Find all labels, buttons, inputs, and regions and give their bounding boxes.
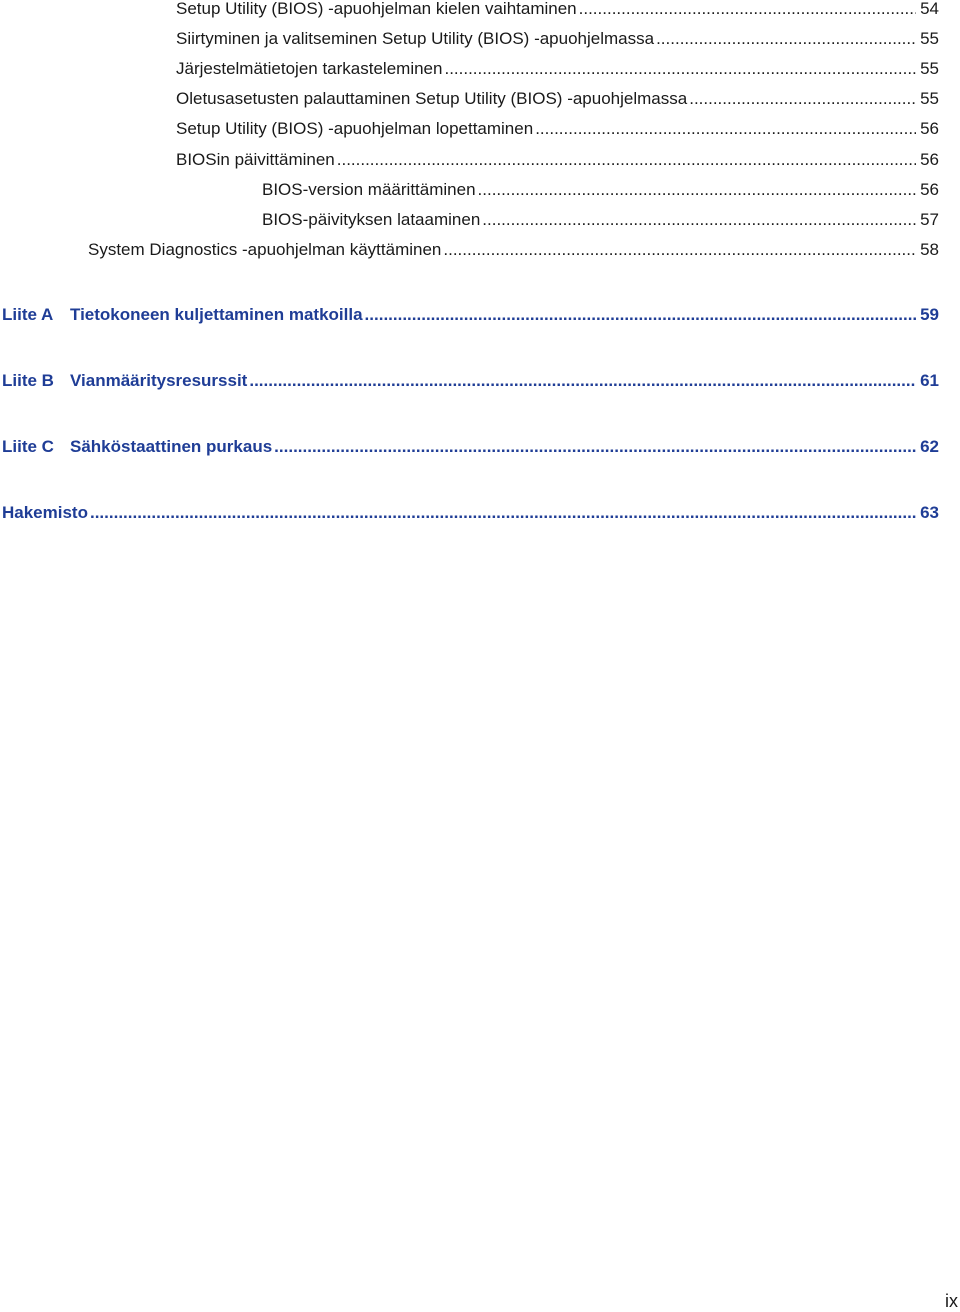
toc-entry-page: 56 [920,150,939,169]
toc-entry-page: 55 [920,29,939,48]
toc-entry[interactable] [262,180,939,200]
index-title: Hakemisto [2,503,88,522]
toc-entry-page: 56 [920,119,939,138]
toc-leader-dots [478,180,917,200]
toc-entry[interactable] [176,59,939,79]
toc-leader-dots [689,89,916,109]
toc-leader-dots [656,29,916,49]
toc-entry[interactable] [176,150,939,170]
toc-leader-dots [535,119,916,139]
appendix-page: 62 [920,437,939,456]
toc-leader-dots [482,210,916,230]
appendix-page: 59 [920,305,939,324]
toc-entry-page: 55 [920,59,939,78]
appendix-label: Liite A [2,305,54,324]
toc-entry-title: Oletusasetusten palauttaminen Setup Utility (BIOS) -apuohjelmassa [176,89,688,108]
appendix-title: Vianmääritysresurssit [70,371,248,390]
appendix-title: Tietokoneen kuljettaminen matkoilla [70,305,363,324]
toc-leader-dots [90,503,916,523]
toc-entry-title: Setup Utility (BIOS) -apuohjelman kielen vaihtaminen [176,0,577,18]
appendix-label: Liite B [2,371,54,390]
toc-leader-dots [579,0,916,19]
toc-index-entry[interactable] [2,503,939,523]
toc-entry-title: System Diagnostics -apuohjelman käyttäminen [88,240,442,259]
toc-entry-title: BIOSin päivittäminen [176,150,335,169]
toc-entry-title: Järjestelmätietojen tarkasteleminen [176,59,443,78]
toc-leader-dots [337,150,916,170]
toc-entry-page: 58 [920,240,939,259]
toc-entry-page: 55 [920,89,939,108]
index-page: 63 [920,503,939,522]
toc-leader-dots [444,59,916,79]
toc-entry-page: 56 [920,180,939,199]
toc-entry[interactable] [176,89,939,109]
toc-entry-title: BIOS-päivityksen lataaminen [262,210,481,229]
toc-entry-title: BIOS-version määrittäminen [262,180,476,199]
toc-entry[interactable] [262,210,939,230]
toc-leader-dots [274,437,916,457]
toc-leader-dots [249,371,916,391]
toc-appendix-b[interactable] [2,371,939,391]
appendix-page: 61 [920,371,939,390]
toc-leader-dots [365,305,917,325]
appendix-label: Liite C [2,437,54,456]
toc-entry-title: Siirtyminen ja valitseminen Setup Utility (BIOS) -apuohjelmassa [176,29,655,48]
toc-entry-title: Setup Utility (BIOS) -apuohjelman lopettaminen [176,119,534,138]
toc-entry[interactable] [176,0,939,19]
toc-appendix-a[interactable] [2,305,939,325]
page-number: ix [945,1291,958,1311]
toc-entry-page: 57 [920,210,939,229]
toc-entry-page: 54 [920,0,939,18]
toc-entry[interactable] [176,29,939,49]
toc-appendix-c[interactable] [2,437,939,457]
toc-entry[interactable] [176,119,939,139]
toc-entry[interactable] [88,240,939,260]
toc-leader-dots [443,240,916,260]
appendix-title: Sähköstaattinen purkaus [70,437,273,456]
